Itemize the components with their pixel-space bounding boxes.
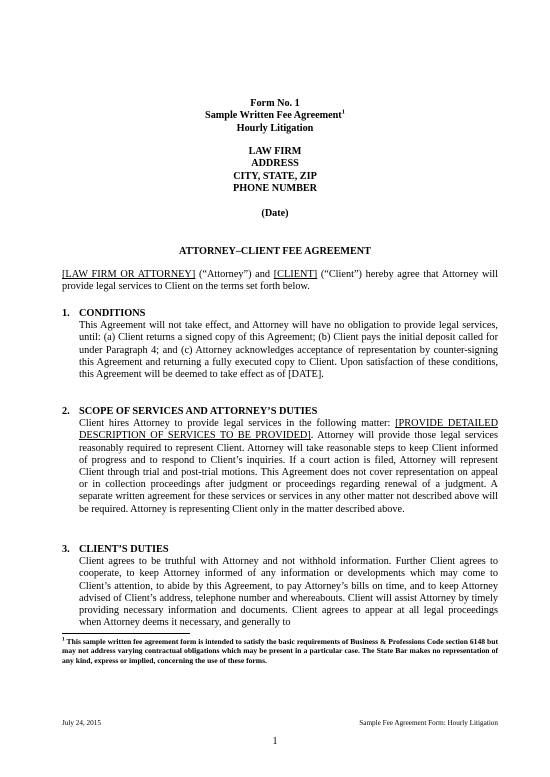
section-scope-of-services (62, 406, 498, 516)
intro-paragraph (62, 269, 498, 293)
section-body-pre: Client hires Attorney to provide legal services in the following matter: (79, 418, 396, 430)
party-client: [CLIENT] (273, 269, 318, 280)
form-title: Sample Written Fee Agreement (205, 110, 342, 122)
date-line: (Date) (261, 208, 289, 219)
section-number: 2. (62, 406, 70, 417)
firm-phone: PHONE NUMBER (232, 183, 318, 195)
footnote-text: This sample written fee agreement form is intended to satisfy the basic requirements of Business & Professions Code section 6148 but may not address varying contractual obligations which may be present in a particular case. The State Bar makes no representation of any kind, express or implied, concerning the use of these forms. (62, 637, 498, 665)
form-header (0, 98, 550, 135)
intro-text-2: (“Client”) hereby agree that Attorney will provide legal services to Client on the terms set forth below. (62, 269, 498, 293)
firm-address: ADDRESS (251, 158, 299, 170)
footer-title: Sample Fee Agreement Form: Hourly Litigation (359, 719, 498, 727)
section-heading (62, 406, 498, 418)
section-body: This Agreement will not take effect, and Attorney will have no obligation to provide legal services, until: (a) Client returns a signed copy of this Agreement; (b) Client pays the initial deposit called for under Paragraph 4; and (c) Attorney acknowledges acceptance of representation by counter-signing this Agreement and returning a fully executed copy to Client. Upon satisfaction of these conditions, this Agreement will be deemed to take effect as of [DATE]. (79, 320, 498, 381)
section-title: SCOPE OF SERVICES AND ATTORNEY’S DUTIES (79, 406, 318, 417)
form-title-line (0, 110, 550, 122)
section-title: CONDITIONS (79, 308, 146, 319)
section-heading (62, 544, 498, 556)
intro-text-1: (“Attorney”) and (195, 269, 274, 280)
section-number: 1. (62, 308, 70, 319)
section-body-post: . Attorney will provide those legal services reasonably required to represent Client. Attorney will take reasonable steps to keep Client informed of progress and to respond to Client’s inquiries. If a court action is filed, Attorney will represent Client through trial and post-trial motions. This Agreement does not cover representation on appeal or in collection proceedings after judgment or proceedings regarding renewal of a judgment. A separate written agreement for these services or services in any other matter not described above will be required. Attorney is representing Client only in the matter described above. (79, 430, 499, 515)
section-conditions (62, 308, 498, 381)
section-title: CLIENT’S DUTIES (79, 544, 169, 555)
firm-name: LAW FIRM (248, 146, 302, 157)
party-attorney: [LAW FIRM OR ATTORNEY] (62, 269, 196, 280)
form-subtitle: Hourly Litigation (236, 122, 314, 134)
page-number: 1 (272, 736, 278, 747)
agreement-title: ATTORNEY–CLIENT FEE AGREEMENT (179, 246, 371, 257)
section-body (79, 418, 498, 516)
footnote (62, 637, 498, 665)
footnote-mark: 1 (62, 636, 65, 643)
section-client-duties (62, 544, 498, 629)
footer-date: July 24, 2015 (62, 719, 101, 727)
firm-city-state-zip: CITY, STATE, ZIP (233, 170, 317, 182)
section-number: 3. (62, 544, 70, 555)
section-body: Client agrees to be truthful with Attorney and not withhold information. Further Client agrees to cooperate, to keep Attorney informed of any information or developments which may come to Client’s attention, to abide by this Agreement, to pay Attorney’s bills on time, and to keep Attorney advised of Client’s address, telephone number and whereabouts. Client will assist Attorney by timely providing necessary information and documents. Client agrees to appear at all legal proceedings when Attorney deems it necessary, and generally to (79, 556, 498, 629)
form-number: Form No. 1 (250, 98, 300, 109)
footnote-reference: 1 (341, 109, 345, 117)
section-heading (62, 308, 498, 320)
footnote-divider (62, 633, 190, 634)
services-description-placeholder: [PROVIDE DETAILED DESCRIPTION OF SERVICES TO BE PROVIDED] (79, 418, 498, 442)
firm-info (0, 146, 550, 196)
